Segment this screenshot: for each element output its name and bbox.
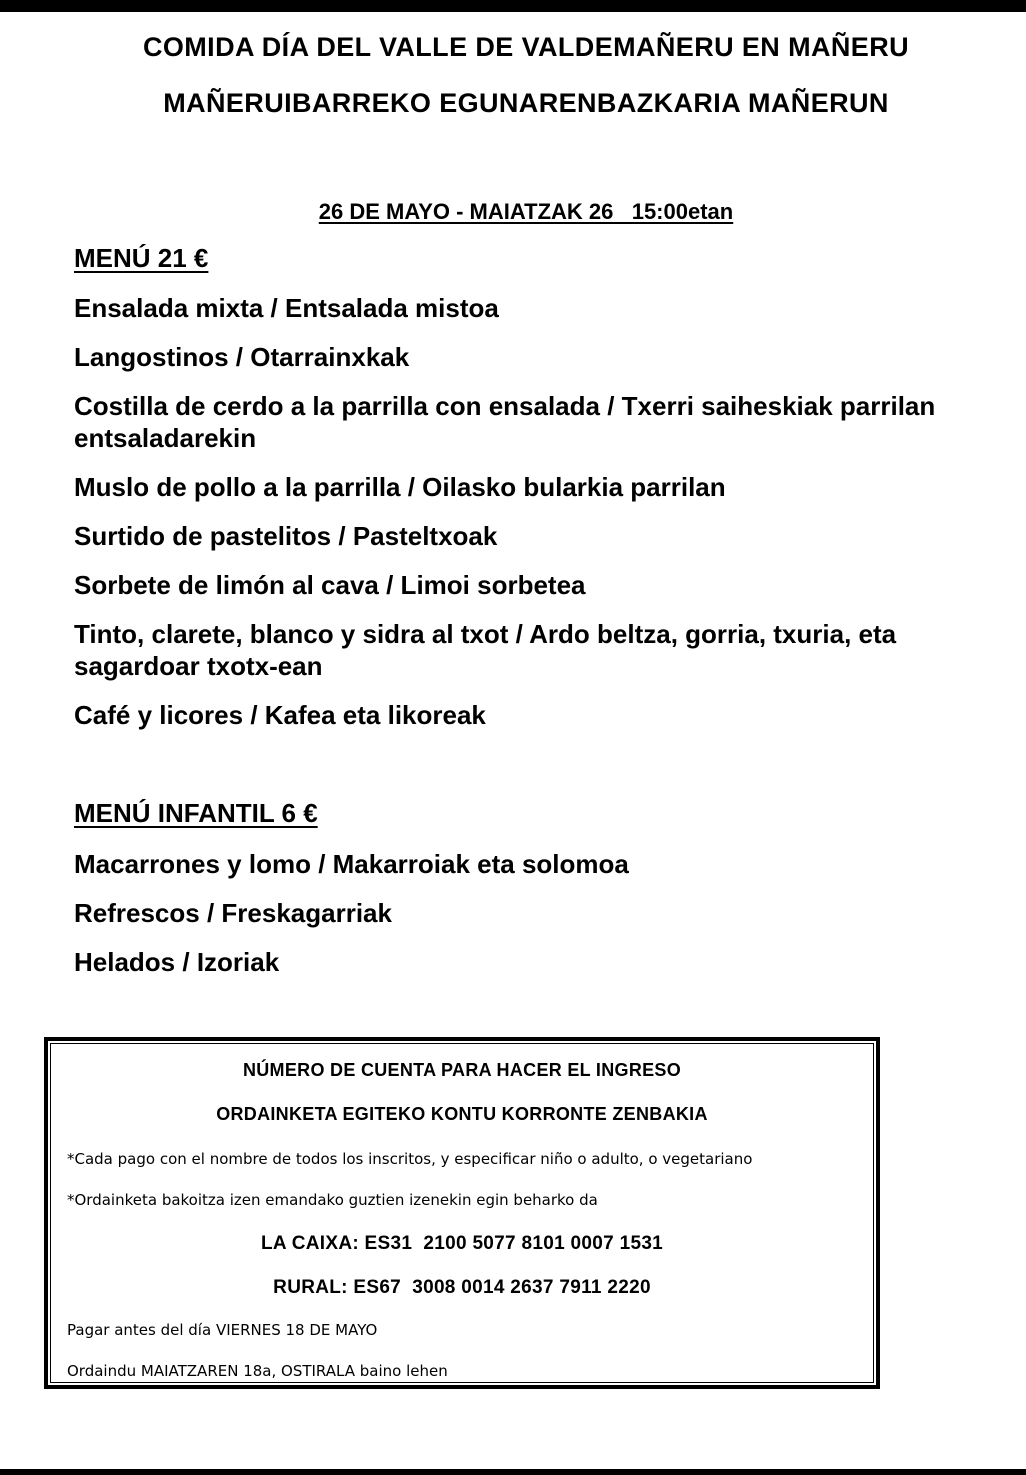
payment-deadline-basque: Ordaindu MAIATZAREN 18a, OSTIRALA baino lehen [67,1362,448,1380]
menu-item: Langostinos / Otarrainxkak [74,342,410,372]
payment-heading-spanish: NÚMERO DE CUENTA PARA HACER EL INGRESO [242,1060,682,1080]
bottom-border-bar [0,1469,1026,1475]
payment-info-inner [50,1043,874,1383]
payment-note-spanish: *Cada pago con el nombre de todos los inscritos, y especificar niño o adulto, o vegetariano [67,1150,753,1168]
account-rural: RURAL: ES67 3008 0014 2637 7911 2220 [273,1277,651,1298]
payment-heading-basque: ORDAINKETA EGITEKO KONTU KORRONTE ZENBAKIA [216,1104,708,1124]
title-basque: MAÑERUIBARREKO EGUNARENBAZKARIA MAÑERUN [163,88,889,118]
top-border-bar [0,0,1026,12]
event-date [0,199,1026,225]
menu-item: Tinto, clarete, blanco y sidra al txot / Ardo beltza, gorria, txuria, eta sagardoar txotx-ean [74,619,897,681]
menu-item: Sorbete de limón al cava / Limoi sorbetea [74,570,586,600]
kids-menu-item: Helados / Izoriak [74,947,280,977]
menu-item: Ensalada mixta / Entsalada mistoa [74,293,499,323]
account-la-caixa: LA CAIXA: ES31 2100 5077 8101 0007 1531 [260,1233,664,1254]
menu-item: Costilla de cerdo a la parrilla con ensalada / Txerri saiheskiak parrilan entsaladarekin [74,391,936,453]
kids-menu-list [74,848,974,995]
title-spanish: COMIDA DÍA DEL VALLE DE VALDEMAÑERU EN MAÑERU [142,32,909,62]
payment-note-basque: *Ordainketa bakoitza izen emandako guztien izenekin egin beharko da [67,1191,598,1209]
kids-menu-item: Macarrones y lomo / Makarroiak eta solomoa [74,849,629,879]
event-date-text: 26 DE MAYO - MAIATZAK 26 15:00etan [318,199,734,224]
kids-menu-item: Refrescos / Freskagarriak [74,898,392,928]
kids-menu-heading: MENÚ INFANTIL 6 € [74,798,318,828]
menu-item: Muslo de pollo a la parrilla / Oilasko bularkia parrilan [74,472,726,502]
payment-info-box [44,1037,880,1389]
menu-heading: MENÚ 21 € [74,243,209,273]
menu-item: Café y licores / Kafea eta likoreak [74,700,486,730]
menu-item: Surtido de pastelitos / Pasteltxoak [74,521,498,551]
payment-deadline-spanish: Pagar antes del día VIERNES 18 DE MAYO [67,1321,378,1339]
menu-list [74,292,974,748]
